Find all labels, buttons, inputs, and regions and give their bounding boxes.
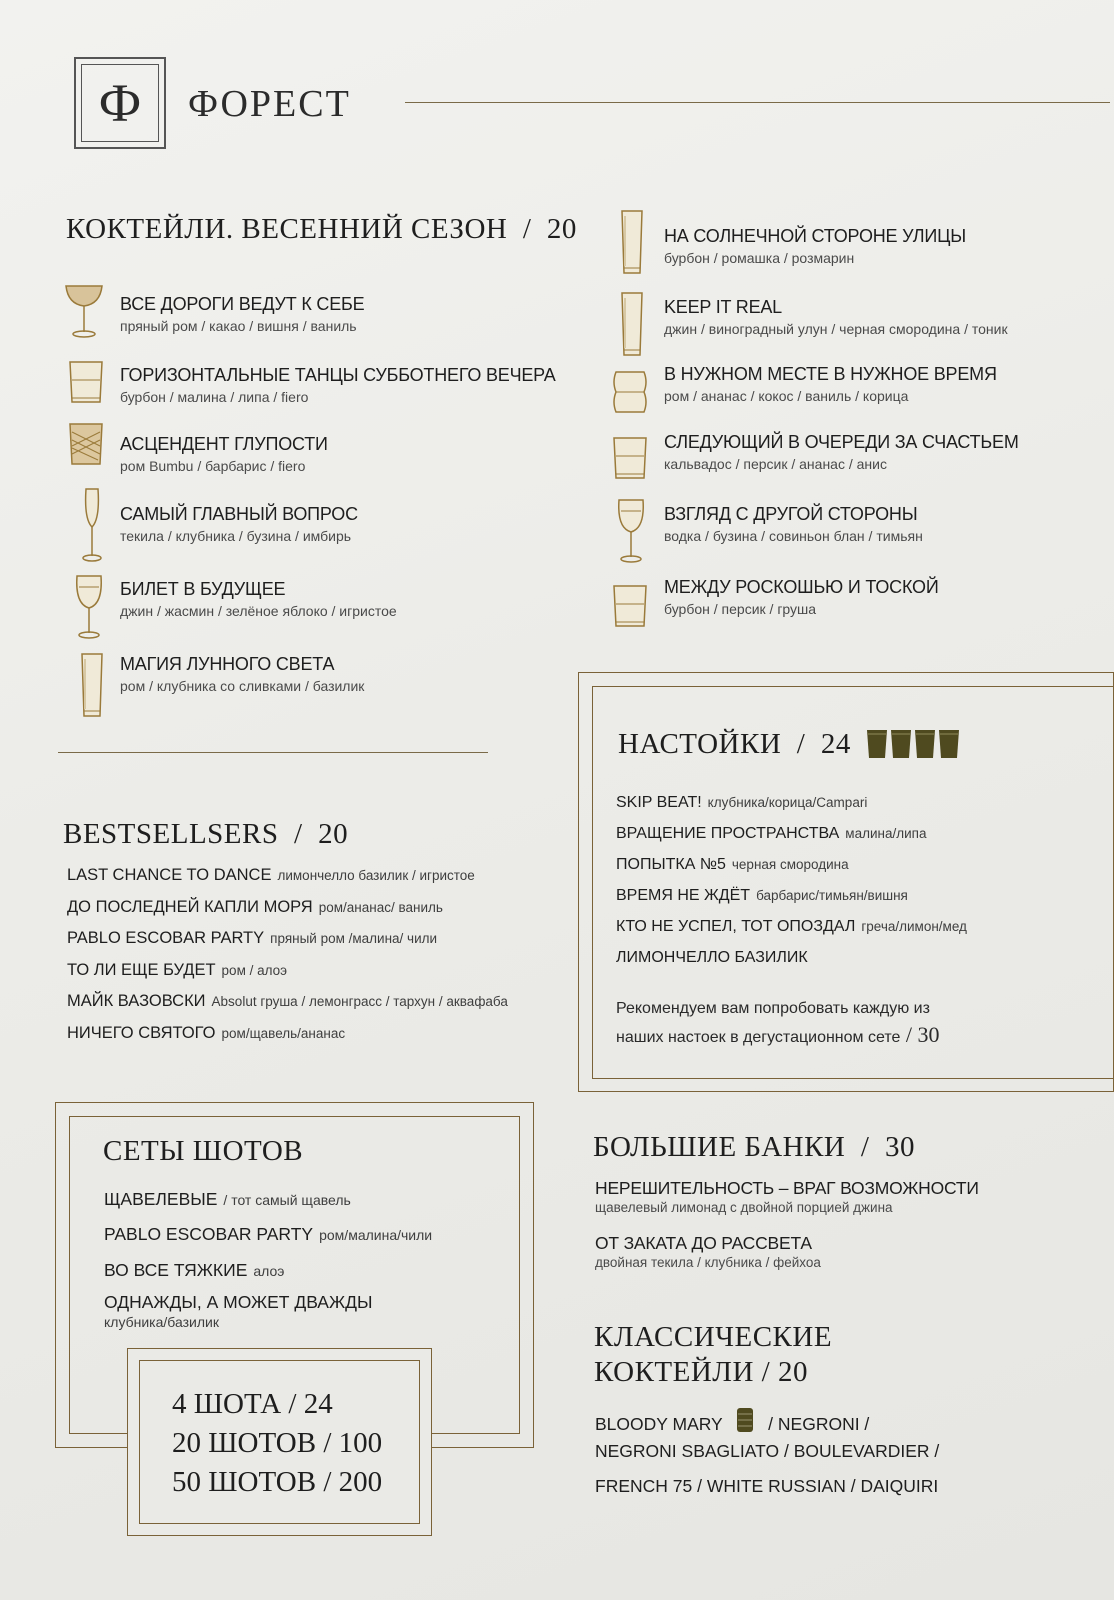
item-name: LAST CHANCE TO DANCE [67,866,272,884]
big-jars-title: БОЛЬШИЕ БАНКИ / 30 [593,1131,915,1163]
rocks-glass-icon [610,434,650,484]
cocktail-name: САМЫЙ ГЛАВНЫЙ ВОПРОС [120,504,358,524]
list-item [616,949,814,967]
list-item [616,918,967,936]
shot-glasses-icon [866,727,962,766]
cocktail-item [664,504,923,544]
item-ingredients: двойная текила / клубника / фейхоа [595,1255,821,1270]
cocktail-name: KEEP IT REAL [664,297,782,317]
brand-name: ФОРЕСТ [188,83,351,125]
cocktail-ingredients: бурбон / малина / липа / fiero [120,389,309,405]
cocktail-ingredients: джин / жасмин / зелёное яблоко / игристое [120,603,397,619]
shot-set-item [104,1292,372,1330]
classic-price: 20 [777,1356,808,1388]
classic-line-1 [595,1406,869,1439]
cocktail-name: СЛЕДУЮЩИЙ В ОЧЕРЕДИ ЗА СЧАСТЬЕМ [664,432,1019,452]
tasting-set-price: 30 [917,1022,940,1047]
cocktail-ingredients: бурбон / ромашка / розмарин [664,250,855,266]
tinctures-title: НАСТОЙКИ / 24 [618,728,851,760]
cocktail-name: БИЛЕТ В БУДУЩЕЕ [120,579,286,599]
list-item [616,825,926,843]
item-ingredients: пряный ром /малина/ чили [270,931,438,946]
cocktail-ingredients: джин / виноградный улун / черная смородина / тоник [664,321,1008,337]
cocktail-name: МАГИЯ ЛУННОГО СВЕТА [120,654,335,674]
list-item [67,1024,345,1043]
big-jars-title-text: БОЛЬШИЕ БАНКИ [593,1131,846,1163]
shot-prices [172,1385,382,1502]
item-ingredients: ром/малина/чили [319,1227,433,1243]
item-name: PABLO ESCOBAR PARTY [67,929,265,947]
list-item [67,992,508,1011]
cocktail-ingredients: пряный ром / какао / вишня / ваниль [120,318,357,334]
classic-negroni: / NEGRONI / [768,1414,870,1434]
item-ingredients: / тот самый щавель [223,1192,351,1208]
wine-glass-icon [72,573,106,643]
item-name: SKIP BEAT! [616,794,702,811]
cocktail-name: В НУЖНОМ МЕСТЕ В НУЖНОЕ ВРЕМЯ [664,364,997,384]
item-ingredients: лимончелло базилик / игристое [277,868,475,883]
cocktail-ingredients: текила / клубника / бузина / имбирь [120,528,352,544]
cocktail-item [120,434,328,474]
highball-glass-icon [77,651,107,721]
rocks-glass-icon [610,582,650,632]
bestsellers-title: BESTSELLSERS / 20 [63,818,349,850]
shot-price-50: 50 ШОТОВ / 200 [172,1466,383,1498]
shot-price-20: 20 ШОТОВ / 100 [172,1427,383,1459]
highball-glass-icon [617,290,647,360]
item-name: ВРЕМЯ НЕ ЖДЁТ [616,887,751,904]
item-name: ЩАВЕЛЕВЫЕ [104,1189,218,1209]
classic-line-2: NEGRONI SBAGLIATO / BOULEVARDIER / [595,1441,940,1461]
rocks-glass-icon [66,358,106,408]
bestsellers-title-text: BESTSELLSERS [63,818,279,850]
cocktail-item [664,364,997,404]
cocktail-item [664,297,1008,337]
jar-icon [735,1406,755,1439]
list-item [67,898,443,917]
highball-glass-icon [617,208,647,278]
item-ingredients: греча/лимон/мед [861,919,967,934]
item-ingredients: малина/липа [845,826,927,841]
shot-set-item [104,1224,432,1245]
item-ingredients: барбарис/тимьян/вишня [756,888,908,903]
classic-line-3: FRENCH 75 / WHITE RUSSIAN / DAIQUIRI [595,1476,939,1496]
item-name: НЕРЕШИТЕЛЬНОСТЬ – ВРАГ ВОЗМОЖНОСТИ [595,1178,979,1198]
cut-crystal-glass-icon [66,420,106,470]
item-name: ПОПЫТКА №5 [616,856,726,873]
item-ingredients: щавелевый лимонад с двойной порцией джина [595,1200,893,1215]
bestsellers-price: 20 [318,818,349,850]
tasting-note-line2: наших настоек в дегустационном сете [616,1029,901,1046]
shot-price-4: 4 ШОТА / 24 [172,1388,333,1420]
tasting-set-note: Рекомендуем вам попробовать каждую из наших настоек в дегустационном сете / 30 [616,996,940,1051]
cocktail-name: НА СОЛНЕЧНОЙ СТОРОНЕ УЛИЦЫ [664,226,967,246]
flute-glass-icon [77,486,107,566]
item-name: ТО ЛИ ЕЩЕ БУДЕТ [67,960,216,979]
item-name: ОДНАЖДЫ, А МОЖЕТ ДВАЖДЫ [104,1292,373,1312]
classic-title: КЛАССИЧЕСКИЕ КОКТЕЙЛИ / 20 [594,1321,833,1388]
cocktail-ingredients: ром Bumbu / барбарис / fiero [120,458,306,474]
list-item [67,866,475,885]
item-name: PABLO ESCOBAR PARTY [104,1224,314,1244]
item-name: ДО ПОСЛЕДНЕЙ КАПЛИ МОРЯ [67,897,313,916]
tinctures-title-text: НАСТОЙКИ [618,728,782,760]
shot-set-item [104,1189,351,1210]
cocktail-ingredients: бурбон / персик / груша [664,601,817,617]
list-item [616,887,908,905]
item-ingredients: алоэ [253,1263,285,1279]
big-jar-item [595,1178,979,1215]
logo-letter: Ф [81,64,159,142]
cocktail-item [120,654,364,694]
cocktail-item [120,294,364,334]
item-name: МАЙК ВАЗОВСКИ [67,992,206,1010]
cocktail-name: МЕЖДУ РОСКОШЬЮ И ТОСКОЙ [664,577,939,597]
item-name: ЛИМОНЧЕЛЛО БАЗИЛИК [616,949,808,966]
item-ingredients: ром/щавель/ананас [221,1025,346,1041]
coupe-glass-icon [64,282,104,342]
wine-glass-icon [614,497,648,567]
cocktail-item [120,579,397,619]
seasonal-title: КОКТЕЙЛИ. ВЕСЕННИЙ СЕЗОН / 20 [66,213,577,245]
list-item [67,961,287,980]
cocktail-name: ВЗГЛЯД С ДРУГОЙ СТОРОНЫ [664,504,918,524]
cocktail-item [664,226,966,266]
seasonal-title-text: КОКТЕЙЛИ. ВЕСЕННИЙ СЕЗОН [66,213,508,245]
item-name: ВРАЩЕНИЕ ПРОСТРАНСТВА [616,825,840,842]
big-jars-price: 30 [884,1131,915,1163]
item-name: ВО ВСЕ ТЯЖКИЕ [104,1260,248,1280]
cocktail-ingredients: водка / бузина / совиньон блан / тимьян [664,528,923,544]
header-divider [405,102,1110,103]
item-ingredients: ром/ананас/ ваниль [318,899,443,915]
shot-set-item [104,1260,284,1281]
tiki-glass-icon [610,368,650,418]
item-ingredients: клубника/базилик [104,1314,219,1330]
cocktail-item [120,365,556,405]
classic-title-line1: КЛАССИЧЕСКИЕ [594,1321,833,1353]
classic-title-line2: КОКТЕЙЛИ [594,1356,754,1388]
list-item [67,929,437,948]
item-ingredients: черная смородина [731,857,849,872]
item-name: НИЧЕГО СВЯТОГО [67,1023,216,1042]
cocktail-name: ВСЕ ДОРОГИ ВЕДУТ К СЕБЕ [120,294,365,314]
classic-bloody-mary: BLOODY MARY [595,1414,723,1434]
item-ingredients: Absolut груша / лемонграсс / тархун / аквафаба [211,994,508,1009]
item-ingredients: клубника/корица/Campari [707,795,868,810]
cocktail-ingredients: ром / клубника со сливками / базилик [120,678,365,694]
cocktail-item [664,577,939,617]
tasting-note-line1: Рекомендуем вам попробовать каждую из [616,1000,930,1017]
cocktail-ingredients: кальвадос / персик / ананас / анис [664,456,887,472]
item-name: ОТ ЗАКАТА ДО РАССВЕТА [595,1233,812,1253]
cocktail-name: АСЦЕНДЕНТ ГЛУПОСТИ [120,434,328,454]
shot-sets-title: СЕТЫ ШОТОВ [103,1135,304,1167]
cocktail-name: ГОРИЗОНТАЛЬНЫЕ ТАНЦЫ СУББОТНЕГО ВЕЧЕРА [120,365,556,385]
item-ingredients: ром / алоэ [221,962,288,978]
tinctures-price: 24 [820,728,851,760]
cocktail-ingredients: ром / ананас / кокос / ваниль / корица [664,388,909,404]
list-item [616,856,849,874]
logo [74,57,166,149]
seasonal-price: 20 [546,213,577,245]
item-name: КТО НЕ УСПЕЛ, ТОТ ОПОЗДАЛ [616,918,856,935]
big-jar-item [595,1233,821,1270]
list-item [616,794,867,812]
cocktail-item [120,504,358,544]
section-divider [58,752,488,753]
cocktail-item [664,432,1019,472]
